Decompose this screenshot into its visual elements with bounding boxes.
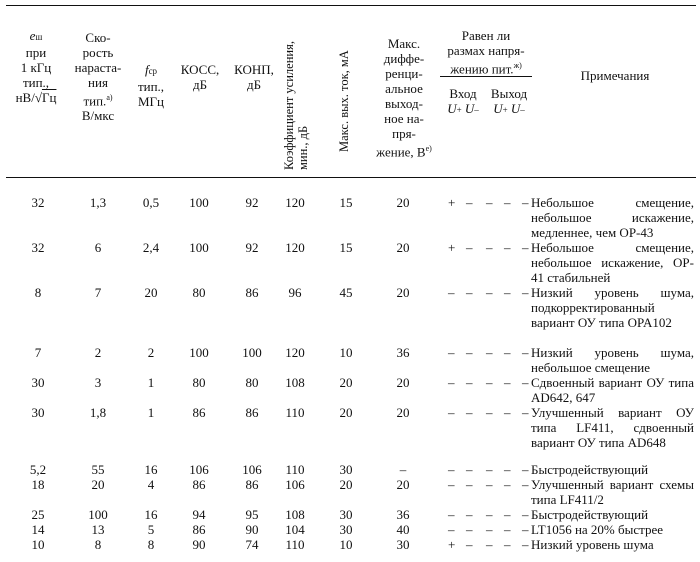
cell-gain: 106 xyxy=(285,477,305,492)
cell-slew: 1,8 xyxy=(89,405,107,420)
cell-rail-mark: – xyxy=(522,240,529,255)
cell-rail-mark: + xyxy=(448,195,456,210)
cell-rail-mark: – xyxy=(522,537,529,552)
header-vdiff-l8: жение, В xyxy=(376,144,426,160)
cell-rail-mark: – xyxy=(466,522,473,537)
cell-rail-mark: – xyxy=(466,375,473,390)
header-iout: Макс. вых. ток, мА xyxy=(337,50,351,152)
sqrt-icon: √ xyxy=(34,90,42,105)
cell-rail-mark: – xyxy=(522,507,529,522)
cell-rail-mark: – xyxy=(522,477,529,492)
cell-koss: 100 xyxy=(189,240,209,255)
cell-gain: 120 xyxy=(285,345,305,360)
header-slew-mark: а) xyxy=(106,93,113,102)
cell-rail-mark: – xyxy=(522,522,529,537)
cell-koss: 86 xyxy=(192,522,206,537)
cell-rail-mark: – xyxy=(504,537,511,552)
header-slew-l2: рость xyxy=(82,45,114,60)
cell-rail-mark: – xyxy=(504,462,511,477)
cell-koss: 94 xyxy=(192,507,206,522)
cell-slew: 8 xyxy=(94,537,102,552)
cell-rail-mark: – xyxy=(504,522,511,537)
header-rail-in: Вход U+ U– xyxy=(440,86,486,118)
cell-noise: 32 xyxy=(31,240,45,255)
cell-konp: 95 xyxy=(245,507,259,522)
cell-rail-mark: – xyxy=(448,345,455,360)
cell-rail-mark: – xyxy=(486,240,493,255)
cell-gain: 120 xyxy=(285,195,305,210)
header-fcp-l1: тип., xyxy=(137,79,165,94)
cell-noise: 30 xyxy=(31,375,45,390)
header-fcp-symbol: f xyxy=(144,62,149,77)
cell-note: Улучшенный вариант ОУ типа LF411, сдвоенный вариант ОУ типа AD648 xyxy=(531,405,694,450)
header-vdiff-l6: ное на- xyxy=(384,111,424,126)
header-rail-l3: жению пит. xyxy=(450,61,514,77)
cell-noise: 32 xyxy=(31,195,45,210)
cell-konp: 90 xyxy=(245,522,259,537)
cell-rail-mark: – xyxy=(486,345,493,360)
cell-note: Низкий уровень шума, подкорректированный вариант ОУ типа OPA102 xyxy=(531,285,694,330)
cell-noise: 10 xyxy=(31,537,45,552)
header-fcp-l2: МГц xyxy=(137,94,165,109)
cell-noise: 18 xyxy=(31,477,45,492)
header-koss xyxy=(174,62,226,92)
cell-rail-mark: – xyxy=(448,507,455,522)
cell-koss: 100 xyxy=(189,195,209,210)
cell-rail-mark: – xyxy=(486,462,493,477)
cell-slew: 55 xyxy=(91,462,105,477)
cell-iout: 30 xyxy=(339,522,353,537)
header-konp-l1: КОНП, xyxy=(234,62,274,77)
cell-rail-mark: – xyxy=(486,285,493,300)
cell-rail-mark: – xyxy=(522,462,529,477)
cell-slew: 2 xyxy=(94,345,102,360)
cell-slew: 3 xyxy=(94,375,102,390)
cell-slew: 1,3 xyxy=(89,195,107,210)
header-fcp-sub: ср xyxy=(148,66,158,76)
cell-rail-mark: – xyxy=(448,462,455,477)
header-rail-in-uminus: U xyxy=(464,101,475,116)
cell-fcp: 1 xyxy=(147,375,155,390)
header-gain-l1: Коэффициент усиления, xyxy=(282,41,296,170)
cell-rail-mark: – xyxy=(466,477,473,492)
header-vdiff-l7: пря- xyxy=(392,126,416,141)
header-konp-l2: дБ xyxy=(246,77,262,92)
cell-fcp: 0,5 xyxy=(142,195,160,210)
cell-rail-mark: – xyxy=(466,462,473,477)
cell-slew: 20 xyxy=(91,477,105,492)
cell-rail-mark: – xyxy=(466,537,473,552)
cell-rail-mark: – xyxy=(486,522,493,537)
header-rail-out-label: Выход xyxy=(490,86,528,101)
header-vdiff-l2: диффе- xyxy=(383,51,425,66)
cell-koss: 86 xyxy=(192,477,206,492)
header-slew-l3: нараста- xyxy=(74,60,122,75)
cell-koss: 80 xyxy=(192,285,206,300)
cell-iout: 15 xyxy=(339,195,353,210)
cell-konp: 86 xyxy=(245,405,259,420)
cell-noise: 8 xyxy=(34,285,42,300)
cell-vdiff: 30 xyxy=(396,537,410,552)
cell-rail-mark: – xyxy=(504,285,511,300)
header-koss-l1: КОСС, xyxy=(180,62,220,77)
cell-vdiff: 36 xyxy=(396,507,410,522)
cell-koss: 80 xyxy=(192,375,206,390)
header-rail-out: Выход U+ U– xyxy=(486,86,532,118)
cell-note: Небольшое смещение, небольшое искажение, OP-41 стабильней xyxy=(531,240,694,285)
header-bottom-rule xyxy=(6,177,696,178)
cell-iout: 15 xyxy=(339,240,353,255)
cell-rail-mark: – xyxy=(504,477,511,492)
cell-gain: 108 xyxy=(285,507,305,522)
cell-iout: 20 xyxy=(339,375,353,390)
cell-rail-mark: – xyxy=(466,285,473,300)
cell-koss: 86 xyxy=(192,405,206,420)
header-koss-l2: дБ xyxy=(192,77,208,92)
cell-vdiff: 20 xyxy=(396,375,410,390)
cell-note: Сдвоенный вариант ОУ типа AD642, 647 xyxy=(531,375,694,405)
cell-rail-mark: – xyxy=(448,405,455,420)
cell-rail-mark: – xyxy=(486,375,493,390)
cell-note: Быстродействующий xyxy=(531,462,649,477)
header-noise-sub: ш xyxy=(35,32,43,42)
cell-vdiff: 40 xyxy=(396,522,410,537)
cell-rail-mark: – xyxy=(448,375,455,390)
cell-rail-mark: – xyxy=(522,375,529,390)
cell-slew: 100 xyxy=(88,507,108,522)
header-slew-l5: тип. xyxy=(83,93,107,109)
cell-rail-mark: – xyxy=(504,195,511,210)
cell-konp: 74 xyxy=(245,537,259,552)
cell-noise: 14 xyxy=(31,522,45,537)
header-vdiff-l1: Макс. xyxy=(387,36,421,51)
cell-vdiff: 20 xyxy=(396,285,410,300)
header-fcp xyxy=(130,62,172,109)
cell-rail-mark: – xyxy=(466,345,473,360)
top-rule xyxy=(6,5,696,6)
header-noise-symbol: e xyxy=(29,28,36,43)
header-noise-l1: при xyxy=(25,45,47,60)
header-konp xyxy=(226,62,282,92)
cell-iout: 20 xyxy=(339,477,353,492)
cell-rail-mark: – xyxy=(448,285,455,300)
cell-rail-mark: – xyxy=(504,507,511,522)
cell-rail-mark: – xyxy=(466,507,473,522)
header-rail-in-uplus: U xyxy=(447,101,457,116)
cell-iout: 10 xyxy=(339,345,353,360)
cell-konp: 86 xyxy=(245,285,259,300)
header-gain-l2: мин., дБ xyxy=(296,125,310,170)
cell-noise: 5,2 xyxy=(29,462,47,477)
header-vdiff xyxy=(372,36,436,159)
cell-fcp: 8 xyxy=(147,537,155,552)
header-rail-out-uplus: U xyxy=(493,101,503,116)
cell-rail-mark: – xyxy=(504,240,511,255)
cell-iout: 30 xyxy=(339,507,353,522)
cell-rail-mark: + xyxy=(448,537,456,552)
cell-konp: 92 xyxy=(245,195,259,210)
cell-note: LT1056 на 20% быстрее xyxy=(531,522,663,537)
cell-gain: 120 xyxy=(285,240,305,255)
cell-vdiff: 36 xyxy=(396,345,410,360)
cell-rail-mark: – xyxy=(466,195,473,210)
cell-rail-mark: – xyxy=(486,507,493,522)
cell-noise: 30 xyxy=(31,405,45,420)
header-slew xyxy=(68,30,128,123)
cell-rail-mark: – xyxy=(504,375,511,390)
cell-fcp: 20 xyxy=(144,285,158,300)
cell-rail-mark: – xyxy=(466,405,473,420)
cell-fcp: 2 xyxy=(147,345,155,360)
cell-rail-mark: – xyxy=(504,345,511,360)
header-slew-l4: ния xyxy=(88,75,108,90)
cell-rail-mark: – xyxy=(486,195,493,210)
cell-konp: 100 xyxy=(242,345,262,360)
cell-gain: 108 xyxy=(285,375,305,390)
header-vdiff-l4: альное xyxy=(385,81,423,96)
cell-vdiff: 20 xyxy=(396,240,410,255)
cell-note: Быстродействующий xyxy=(531,507,649,522)
cell-rail-mark: – xyxy=(504,405,511,420)
header-slew-l1: Ско- xyxy=(85,30,111,45)
cell-rail-mark: – xyxy=(522,285,529,300)
cell-gain: 96 xyxy=(288,285,302,300)
header-noise-unit xyxy=(4,90,68,105)
cell-gain: 110 xyxy=(285,537,305,552)
cell-slew: 6 xyxy=(94,240,102,255)
header-notes: Примечания xyxy=(580,68,650,83)
cell-vdiff: 20 xyxy=(396,405,410,420)
cell-koss: 90 xyxy=(192,537,206,552)
header-vdiff-mark: е) xyxy=(425,144,432,153)
cell-gain: 110 xyxy=(285,405,305,420)
cell-rail-mark: – xyxy=(448,522,455,537)
header-noise-unit-rad: Гц xyxy=(41,90,57,105)
cell-noise: 25 xyxy=(31,507,45,522)
cell-slew: 7 xyxy=(94,285,102,300)
cell-koss: 106 xyxy=(189,462,209,477)
cell-note: Низкий уровень шума xyxy=(531,537,654,552)
cell-rail-mark: + xyxy=(448,240,456,255)
cell-konp: 80 xyxy=(245,375,259,390)
header-noise-l2: 1 кГц xyxy=(20,60,52,75)
cell-iout: 10 xyxy=(339,537,353,552)
header-noise-l3: тип., xyxy=(22,75,50,90)
cell-note: Небольшое смещение, небольшое искажение, медленнее, чем OP-43 xyxy=(531,195,694,240)
cell-vdiff: 20 xyxy=(396,477,410,492)
header-rail-mark: ж) xyxy=(513,61,522,70)
cell-konp: 106 xyxy=(242,462,262,477)
header-rail-l1: Равен ли xyxy=(461,28,511,43)
cell-rail-mark: – xyxy=(522,345,529,360)
cell-rail-mark: – xyxy=(486,537,493,552)
cell-rail-mark: – xyxy=(522,405,529,420)
cell-fcp: 5 xyxy=(147,522,155,537)
cell-gain: 104 xyxy=(285,522,305,537)
header-noise-unit-pre: нВ/ xyxy=(15,90,35,105)
cell-rail-mark: – xyxy=(448,477,455,492)
cell-iout: 30 xyxy=(339,462,353,477)
cell-vdiff: 20 xyxy=(396,195,410,210)
header-rail-out-uminus: U xyxy=(510,101,521,116)
cell-fcp: 1 xyxy=(147,405,155,420)
cell-noise: 7 xyxy=(34,345,42,360)
cell-fcp: 2,4 xyxy=(142,240,160,255)
cell-rail-mark: – xyxy=(486,477,493,492)
cell-note: Низкий уровень шума, небольшое смещение xyxy=(531,345,694,375)
cell-note: Улучшенный вариант схемы типа LF411/2 xyxy=(531,477,694,507)
cell-iout: 20 xyxy=(339,405,353,420)
cell-rail-mark: – xyxy=(466,240,473,255)
cell-koss: 100 xyxy=(189,345,209,360)
cell-iout: 45 xyxy=(339,285,353,300)
header-noise xyxy=(4,28,68,105)
header-rail-in-label: Вход xyxy=(449,86,477,101)
cell-konp: 86 xyxy=(245,477,259,492)
header-slew-l6: В/мкс xyxy=(81,108,115,124)
cell-fcp: 16 xyxy=(144,462,158,477)
cell-gain: 110 xyxy=(285,462,305,477)
cell-rail-mark: – xyxy=(522,195,529,210)
cell-vdiff: – xyxy=(399,462,407,477)
header-rail xyxy=(440,28,532,76)
cell-rail-mark: – xyxy=(486,405,493,420)
header-vdiff-l5: выход- xyxy=(385,96,423,111)
header-vdiff-l3: ренци- xyxy=(385,66,423,81)
header-rail-l2: размах напря- xyxy=(447,43,525,58)
cell-fcp: 16 xyxy=(144,507,158,522)
cell-slew: 13 xyxy=(91,522,105,537)
cell-konp: 92 xyxy=(245,240,259,255)
cell-fcp: 4 xyxy=(147,477,155,492)
